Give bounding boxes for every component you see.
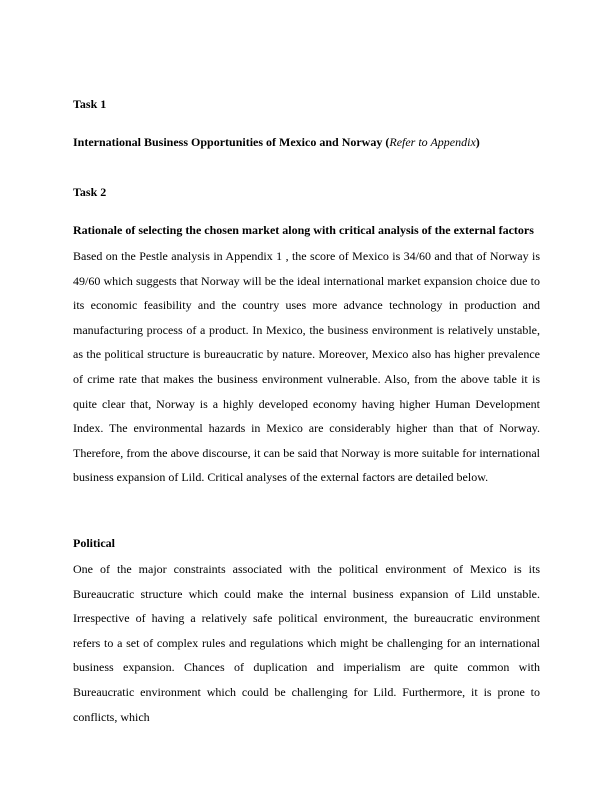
- task2-body-paragraph: Based on the Pestle analysis in Appendix 1 , the score of Mexico is 34/60 and that of Norway is 49/60 which suggests that Norway will be the ideal international market expansion choice due to its economic feasibility and the country uses more advance technology in production and manufacturing process of a product. In Mexico, the business environment is relatively unstable, as the political structure is bureaucratic by nature. Moreover, Mexico also has higher prevalence of crime rate that makes the business environment vulnerable. Also, from the above table it is quite clear that, Norway is a highly developed economy having higher Human Development Index. The environmental hazards in Mexico are considerably higher than that of Norway. Therefore, from the above discourse, it can be said that Norway is more suitable for international business expansion of Lild. Critical analyses of the external factors are detailed below.: [73, 249, 540, 485]
- appendix-reference: Refer to Appendix: [389, 135, 476, 149]
- task2-label: Task 2: [73, 185, 107, 199]
- task1-heading-text: International Business Opportunities of Mexico and Norway (: [73, 135, 390, 149]
- task2-heading: Rationale of selecting the chosen market along with critical analysis of the external factors: [73, 223, 534, 237]
- political-body-paragraph: One of the major constraints associated with the political environment of Mexico is its Bureaucratic structure which could make the internal business expansion of Lild unstable. Irrespective of having a relatively safe political environment, the bureaucratic environment refers to a set of complex rules and regulations which might be challenging for an international business expansion. Chances of duplication and imperialism are quite common with Bureaucratic environment which could be challenging for Lild. Furthermore, it is prone to conflicts, which: [73, 562, 540, 724]
- task1-heading-close: ): [475, 135, 480, 149]
- task1-heading: [73, 135, 541, 149]
- political-heading: Political: [73, 536, 115, 550]
- task1-label: Task 1: [73, 97, 107, 111]
